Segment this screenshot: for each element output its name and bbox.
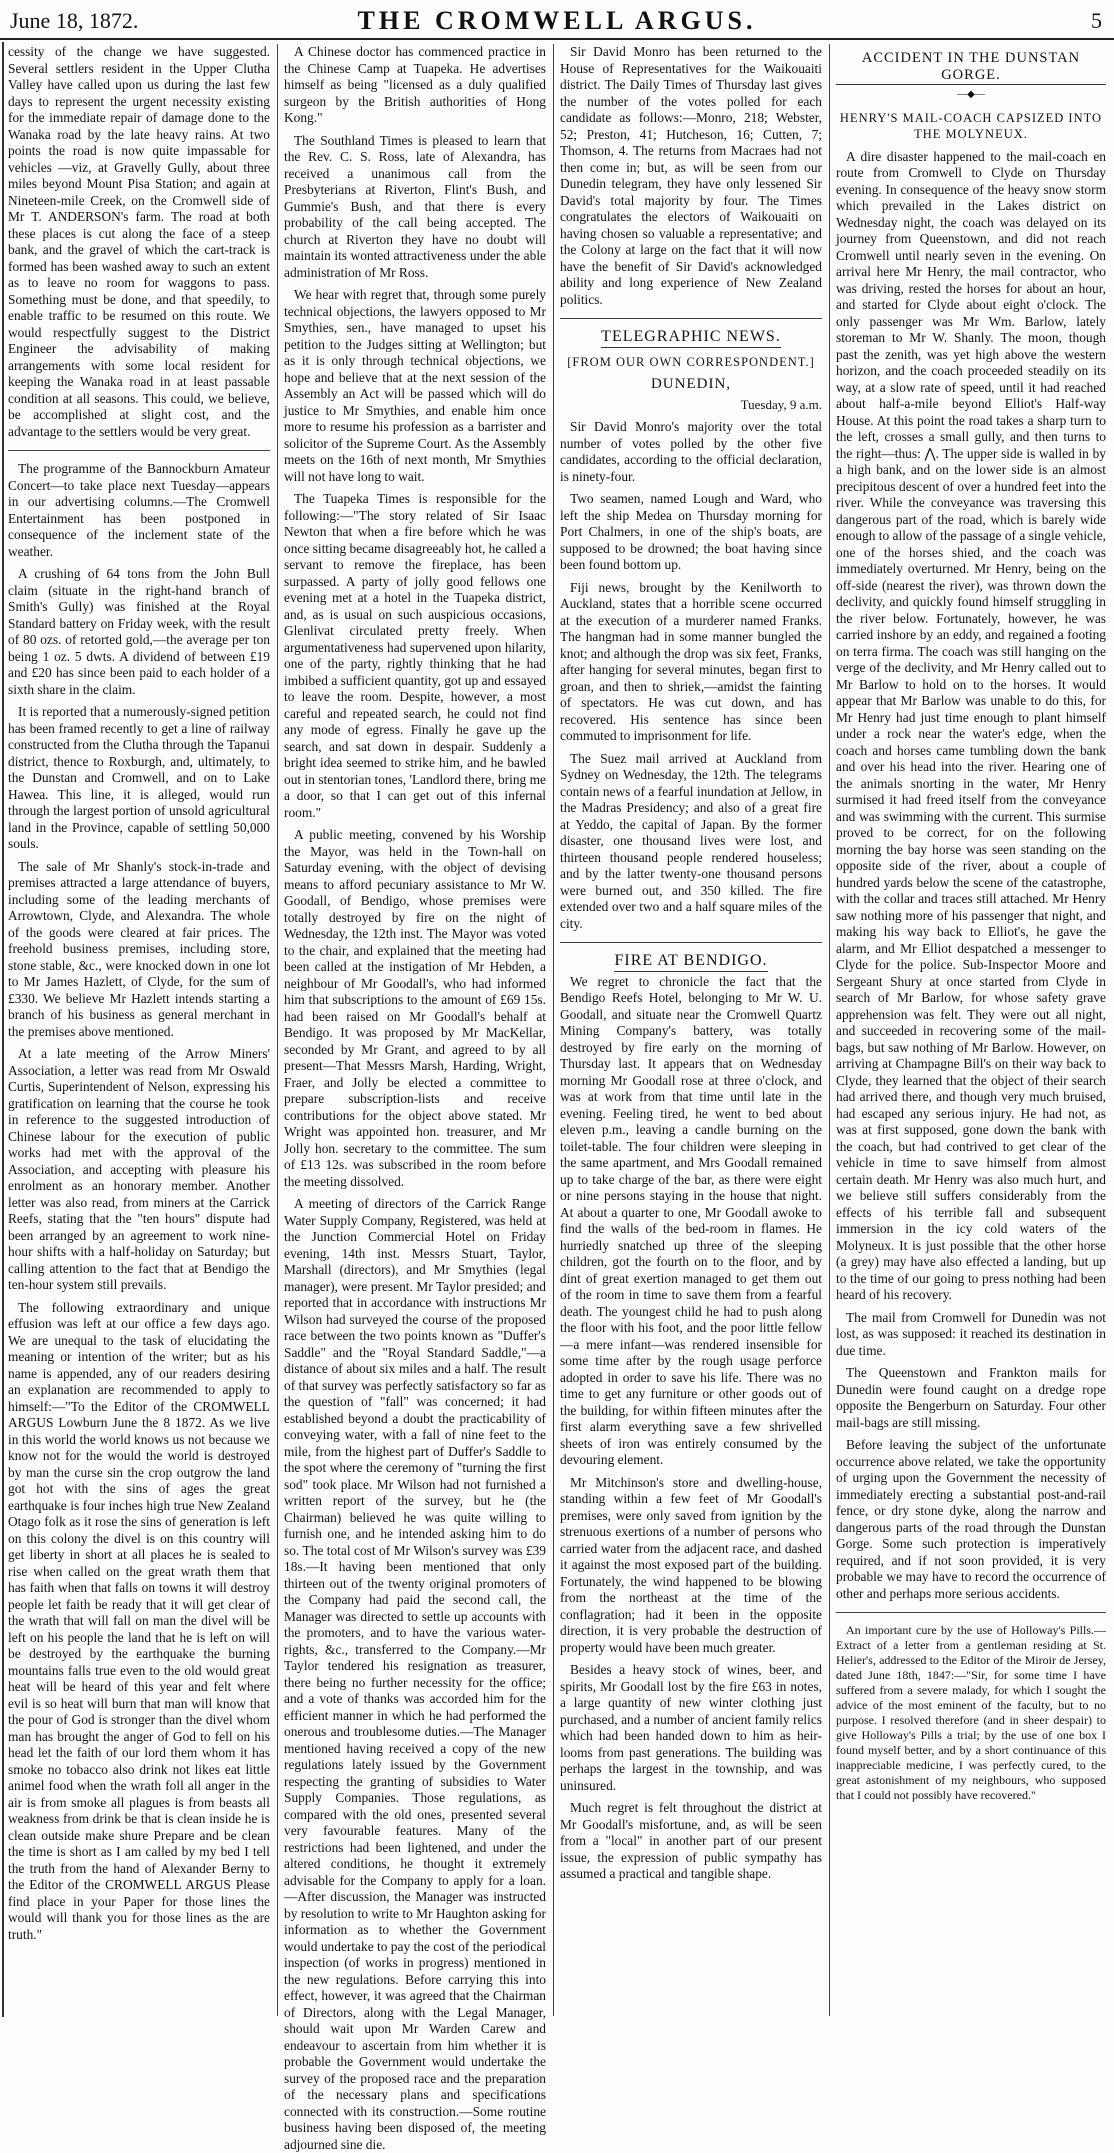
- column-4: [836, 44, 1106, 2016]
- column-2: [284, 44, 546, 2152]
- dunedin-heading: DUNEDIN,: [650, 376, 732, 392]
- fire-article-p2: Mr Mitchinson's store and dwelling-house, standing within a few feet of Mr Goodall's premises, were only saved from ignition by the strenuous exertions of a number of persons who carried water from the adjacent race, and dashed it against the most exposed part of the building. Fortunately, the wind happened to be blowing from the northeast at the time of the conflagration; had it been in the opposite direction, it is very probable the destruction of property would have been much greater.: [560, 1474, 822, 1655]
- section-divider: [560, 318, 822, 319]
- article-bannockburn-concert: The programme of the Bannockburn Amateur Concert—to take place next Tuesday—appears in our advertising columns.—The Cromwell Entertainment has been postponed in consequence of the inclement state of the weather.: [8, 461, 270, 559]
- fire-article-p1: We regret to chronicle the fact that the Bendigo Reefs Hotel, belonging to Mr W. U. Goodall, and situate near the Cromwell Quartz Mining Company's battery, was totally destroyed by fire early on the morning of Thursday last. It appears that on Wednesday morning Mr Goodall rose at three o'clock, and was at work from that time until late in the evening. Feeling tired, he went to bed about eleven p.m., leaving a candle burning on the toilet-table. The four children were sleeping in the same apartment, and Mrs Goodall remained up to take charge of the bar, as there were eight or nine persons staying in the house that night. At about a quarter to one, Mr Goodall awoke to find the walls of the bed-room in flames. He hurriedly snatched up three of the sleeping children, got the fourth on to the floor, and by dint of great exertion managed to get them out of the room in time to save them from a fearful death. The youngest child he had to push along the floor with his foot, and the poor little fellow—a mere infant—was rendered insensible for some time after by the rough usage perforce adopted in order to save his life. There was no time to get any furniture or other goods out of the building, for within fifteen minutes after the first alarm everything save a few shrivelled sheets of iron was entirely consumed by the devouring element.: [560, 973, 822, 1467]
- fire-article-p3: Besides a heavy stock of wines, beer, and spirits, Mr Goodall lost by the fire £63 in notes, a large quantity of new winter clothing just purchased, and a number of ancient family relics which had been handed down to him as heir-looms from past generations. The building was perhaps the largest in the township, and was uninsured.: [560, 1662, 822, 1793]
- column-rule: [829, 44, 830, 2016]
- telegram-seamen-drowned: Two seamen, named Lough and Ward, who left the ship Medea on Thursday morning for Port Chalmers, in one of the ship's boats, are supposed to be drowned; the boat having since been found bottom up.: [560, 491, 822, 572]
- article-arrow-miners: At a late meeting of the Arrow Miners' Association, a letter was read from Mr Oswald Curtis, Superintendent of Nelson, expressing his gratification on learning that the course he took in reference to the suggested introduction of Chinese labour for the execution of public works had met with the approval of the Association, and accepting with pleasure his enrolment as an honorary member. Another letter was also read, from miners at the Carrick Reefs, stating that the "ten hours" dispute had been arranged by an agreement to work nine-hour shifts with a half-holiday on Saturday; but calling attention to the fact that at Bendigo the ten-hour system still prevails.: [8, 1046, 270, 1292]
- article-chinese-doctor: A Chinese doctor has commenced practice in the Chinese Camp at Tuapeka. He advertises himself as being "licensed as a duly qualified surgeon by the British authorities of Hong Kong.": [284, 44, 546, 125]
- telegram-suez-mail: The Suez mail arrived at Auckland from Sydney on Wednesday, the 12th. The telegrams contain news of a fearful inundation at Jellow, in the Madras Presidency; and also of a great fire at Yeddo, the capital of Japan. By the former disaster, one thousand lives were lost, and thirteen thousand people rendered houseless; and by the latter twenty-one thousand persons were burned out, and 350 killed. The fire extended over two and a half square miles of the city.: [560, 750, 822, 931]
- masthead: [0, 0, 1114, 40]
- accident-article-p1: A dire disaster happened to the mail-coach en route from Cromwell to Clyde on Thursday evening. In consequence of the heavy snow storm which prevailed in the Lakes district on Wednesday night, the coach was delayed on its journey from Queenstown, and did not reach Cromwell until nearly seven in the evening. On arrival here Mr Henry, the mail contractor, who was driving, rested the horses for about an hour, and started for Clyde about eight o'clock. The only passenger was Mr Wm. Barlow, lately storeman to Mr W. Shanly. The moon, though past the zenith, was yet high above the western horizon, and the coach proceeded steadily on its way, at a slow rate of speed, until it had reached about half-a-mile beyond Elliot's Half-way House. At this point the road takes a sharp turn to the left, crosses a small gully, and then turns to the right—thus: ⋀. The upper side is walled in by a high bank, and on the lower side is an almost precipitous descent of over a hundred feet into the river. While the conveyance was traversing this dangerous part of the road, which is barely wide enough to allow of the passage of a single vehicle, one of the horses shied, and the coach was immediately overturned. Mr Henry, being on the off-side (nearest the river), was thrown down the declivity, and quickly found himself struggling in the river below. Fortunately, however, he was carried inshore by an eddy, and regained a footing on terra firma. The coach was still hanging on the verge of the declivity, and Mr Henry called out to Mr Barlow to hold on to the horses. It would appear that Mr Barlow was unable to do this, for Mr Henry had just time enough to plant himself under a rock near the water's edge, when the coach and horses came tumbling down the bank and over his head into the river. Hearing one of the animals snorting in the water, Mr Henry surmised it had freed itself from the conveyance and was swimming with the current. This surmise proved to be correct, for on the following morning the bay horse was seen standing on the opposite side of the river, about a couple of hundred yards below the scene of the catastrophe, with the collar and traces still attached. Mr Henry saw nothing more of his passenger that night, and making his way back to Elliot's, he gave the alarm, and Mr Elliot despatched a messenger to Clyde for the police. Sub-Inspector Moore and Sergeant Shury at once started from Clyde in search of Mr Barlow, for whose safety grave apprehension was felt. They were out all night, and succeeded in recovering some of the mail-bags, but saw nothing of Mr Barlow. However, on arriving at Champagne Bill's on their way back to Clyde, they learned that the object of their search had arrived there, and though very much bruised, had escaped any serious injury. He had not, as was at first supposed, gone down the bank with the coach, but had contrived to get clear of the vehicle in time to save himself from almost certain death. Mr Henry was also much hurt, and we believe still suffers considerably from the effects of his terrible fall and subsequent immersion in the icy cold waters of the Molyneux. It is just possible that the other horse (a grey) may have also effected a landing, but up to the time of our going to press nothing had been heard of his recovery.: [836, 148, 1106, 1302]
- accident-subheading: HENRY'S MAIL-COACH CAPSIZED INTO THE MOLYNEUX.: [839, 110, 1103, 141]
- fire-article-p4: Much regret is felt throughout the district at Mr Goodall's misfortune, and, as will be seen from a "local" in another part of our present issue, the expression of public sympathy has assumed a practical and tangible shape.: [560, 1800, 822, 1881]
- article-john-bull-claim: A crushing of 64 tons from the John Bull claim (situate in the right-hand branch of Smith's Gully) was finished at the Royal Standard battery on Friday week, with the result of 80 ozs. of retorted gold,—the average per ton being 1 oz. 5 dwts. A dividend of between £19 and £20 has since been paid to each holder of a sixth share in the claim.: [8, 566, 270, 697]
- accident-article-p3: The Queenstown and Frankton mails for Dunedin were found caught on a dredge rope opposite the Bengerburn on Saturday. Four other mail-bags are still missing.: [836, 1365, 1106, 1430]
- article-monro-election: Sir David Monro has been returned to the House of Representatives for the Waikouaiti district. The Daily Times of Thursday last gives the number of the votes polled for each candidate as follows:—Monro, 218; Webster, 52; Preston, 41; Hutcheson, 16; Cutten, 7; Thomson, 4. The returns from Macraes had not then come in; but, as will be seen from our Dunedin telegram, they have only lessened Sir David's total majority by four. The Times congratulates the electors of Waikouaiti on having chosen so valuable a representative; and the Colony at large on the fact that it will now have the benefit of Sir David's acknowledged ability and long experience of New Zealand politics.: [560, 44, 822, 307]
- article-effusion-letter: The following extraordinary and unique effusion was left at our office a few days ago. We are unequal to the task of elucidating the meaning or intention of the writer; but as his name is appended, any of our readers desiring an explanation are recommended to apply to himself:—"To the Editor of the CROMWELL ARGUS Lowburn June the 8 1872. As we live in this world the world knows us not because we know not for the would the world is destroyed by man the curse sin the crop outgrow the land got hot with the sins of ages the great earthquake is four inches high true New Zealand Otago folk as it rose the sins of generation is left on this colony the divel is on this country will get liberty in short at all places he is sealed to rise when called on the great wrath them that has faith when that falls on towns it will destroy people let faith be ready that it will get clear of the wrath that will fall on man the divel will be left on his people the land that he is left on will be destroyed by the earthquake the burning mountains falls true even to the old would great heat will be heard of this year and felt where evil is so heat will burn that man will know that the pour of God is stronger than the divel whom man has brought the anger of God to fell on his head let the faith of our lord them whom it has smoke no tobacco also drink not likes eat little animel food when the wrath foll all anger in the air is from smoke all plagues is from beasts all weakness from drink be that is clean inside he is clean outside make shure Prepare and be clean the time is short as I am called by my bed I tell the truth from the hand of Alexander Berny to the Editor of the CROMWELL ARGUS Please find place in your Paper for those lines the would will thank you for those lines as the are truth.": [8, 1299, 270, 1942]
- article-rev-ross: The Southland Times is pleased to learn that the Rev. C. S. Ross, late of Alexandra, has received a unanimous call from the Presbyterians at Riverton, Flint's Bush, and Gummie's Bush, and that there is every probability of the call being accepted. The church at Riverton they have no doubt will maintain its wonted attractiveness under the able administration of Mr Ross.: [284, 132, 546, 280]
- telegraphic-news-heading: TELEGRAPHIC NEWS.: [560, 329, 822, 348]
- accident-article-p2: The mail from Cromwell for Dunedin was not lost, as was supposed: it reached its destination in due time.: [836, 1309, 1106, 1358]
- telegram-dateline: Tuesday, 9 a.m.: [740, 396, 822, 412]
- column-1: [8, 44, 270, 2016]
- telegram-monro-majority: Sir David Monro's majority over the total number of votes polled by the other five candidates, according to the official declaration, is ninety-four.: [560, 419, 822, 484]
- correspondent-line: [FROM OUR OWN CORRESPONDENT.]: [567, 354, 815, 369]
- accident-heading: ACCIDENT IN THE DUNSTAN GORGE.: [836, 50, 1106, 85]
- column-rule: [277, 44, 278, 2016]
- article-railway-petition: It is reported that a numerously-signed petition has been framed recently to get a line of railway constructed from the Clutha through the Tapanui district, thence to Roxburgh, and, ultimately, to the Dunstan and Cromwell, and on to Lake Hawea. This line, it is alleged, would run through the largest portion of unsold agricultural land in the Province, capable of settling 50,000 souls.: [8, 704, 270, 851]
- column-rule: [553, 44, 554, 2016]
- page-number: 5: [1091, 8, 1102, 33]
- section-divider: [8, 450, 270, 451]
- fire-bendigo-heading: FIRE AT BENDIGO.: [560, 953, 822, 972]
- telegram-fiji-news: Fiji news, brought by the Kenilworth to Auckland, states that a horrible scene occurred at the execution of a murderer named Franks. The hangman had in some manner bungled the knot; and although the drop was six feet, Franks, after hanging for several minutes, began first to groan, and then to shriek,—amidst the fainting of spectators. He was cut down, and has recovered. His sentence has since been commuted to imprisonment for life.: [560, 579, 822, 743]
- issue-date: June 18, 1872.: [10, 8, 139, 33]
- section-divider: [560, 942, 822, 943]
- newspaper-title: THE CROMWELL ARGUS.: [357, 6, 757, 35]
- article-tuapeka-story: The Tuapeka Times is responsible for the following:—"The story related of Sir Isaac Newton that when a fire before which he was once sitting became disagreeably hot, he called a servant to remove the fireplace, has been surpassed. A party of jolly good fellows one evening met at a hotel in the Tuapeka district, and, as is usual on such auspicious occasions, Glenlivat circulated pretty freely. When argumentativeness had supervened upon hilarity, one of the party, rightly thinking that he had imbibed a sufficient quantity, got up and essayed to leave the room. Despite, however, a most careful and repeated search, he could not find any mode of egress. Finally he gave up the search, and sat down in despair. Suddenly a bright idea seemed to strike him, and he bawled out in stentorian tones, 'Landlord there, bring me a door, so that I can get out of this infernal room.": [284, 491, 546, 820]
- article-smythies: We hear with regret that, through some purely technical objections, the lawyers opposed to Mr Smythies, sen., have managed to upset his petition to the Judges sitting at Wellington; but as it is only through technical objections, we hope and believe that at the next session of the Assembly an Act will be passed which will do justice to Mr Smythies, and enable him once more to resume his profession as a barrister and solicitor of the Supreme Court. As the Assembly meets on the 16th of next month, Mr Smythies will not have long to wait.: [284, 287, 546, 484]
- article-public-meeting: A public meeting, convened by his Worship the Mayor, was held in the Town-hall on Saturday evening, with the object of devising means to afford pecuniary assistance to Mr W. Goodall, of Bendigo, whose premises were totally destroyed by fire on the night of Wednesday, the 12th inst. The Mayor was voted to the chair, and explained that the meeting had been called at the instigation of Mr Hebden, a neighbour of Mr Goodall's, who had informed him that subscriptions to the amount of £69 15s. had been raised on Mr Goodall's behalf at Bendigo. It was proposed by Mr MacKellar, seconded by Mr Grant, and agreed to by all present—That Messrs Marsh, Harding, Wright, Fraer, and Jolly be elected a committee to prepare subscription-lists and receive contributions for the object above stated. Mr Wright was appointed hon. treasurer, and Mr Jolly hon. secretary to the committee. The sum of £13 12s. was subscribed in the room before the meeting dissolved.: [284, 827, 546, 1189]
- accident-article-p4: Before leaving the subject of the unfortunate occurrence above related, we take the opportunity of urging upon the Government the necessity of immediately erecting a substantial post-and-rail fence, or dry stone dyke, along the narrow and dangerous parts of the road through the Dunstan Gorge. Some such protection is imperatively required, and if not soon provided, it is very probable we may have to record the occurrence of other and perhaps more serious accidents.: [836, 1437, 1106, 1601]
- article-shanly-sale: The sale of Mr Shanly's stock-in-trade and premises attracted a large attendance of buyers, including some of the leading merchants of Arrowtown, Clyde, and Alexandra. The whole of the goods were cleared at fair prices. The freehold business premises, including store, stone stable, &c., were knocked down in one lot to Mr James Hazlett, of Clyde, for the sum of £330. We believe Mr Hazlett intends starting a branch of his business as general merchant in the premises above mentioned.: [8, 858, 270, 1039]
- ornament-dash: —◆—: [957, 89, 985, 100]
- left-margin-rule: [2, 42, 4, 2017]
- article-wanaka-road: cessity of the change we have suggested. Several settlers resident in the Upper Clutha Valley have called upon us during the last few days to represent the urgent necessity existing for the immediate repair of damage done to the Wanaka road by the late heavy rains. At two points the road is now quite impassable for vehicles —viz, at Gravelly Gully, about three miles beyond Mount Pisa Station; and again at Nineteen-mile Creek, on the Cromwell side of Mr T. ANDERSON's farm. The road at both these places is cut along the face of a steep bank, and the gravel of which the cart-track is formed has been washed away to such an extent as to leave no room for waggons to pass. Something must be done, and that speedily, to enable traffic to be resumed on this route. We would respectfully suggest to the District Engineer the advisability of making arrangements with some local resident for keeping the Wanaka road in at least passable condition at all seasons. This could, we believe, be accomplished at slight cost, and the advantage to the settlers would be very great.: [8, 44, 270, 439]
- column-3: [560, 44, 822, 2016]
- section-divider: [836, 1612, 1106, 1613]
- holloway-advertisement: An important cure by the use of Holloway's Pills.—Extract of a letter from a gentleman residing at St. Helier's, addressed to the Editor of the Miroir de Jersey, dated June 18th, 1847:—"Sir, for some time I have suffered from a severe malady, for which I sought the advice of the most eminent of the faculty, but to no purpose. I resolved therefore (and in sheer despair) to give Holloway's Pills a trial; by the use of one box I found myself better, and by a short continuance of this inappreciable medicine, I was perfectly cured, to the great astonishment of my neighbours, who supposed that I could not possibly have recovered.": [836, 1623, 1106, 1802]
- article-carrick-water: A meeting of directors of the Carrick Range Water Supply Company, Registered, was held at the Junction Commercial Hotel on Friday evening, 14th inst. Messrs Stuart, Taylor, Marshall (directors), and Mr Smythies (legal manager), were present. Mr Taylor presided; and reported that in accordance with instructions Mr Wilson had surveyed the course of the proposed race between the two points known as "Duffer's Saddle" and the "Royal Standard Saddle,"—a distance of about six miles and a half. The result of that survey was perfectly satisfactory so far as the question of "fall" was concerned; it had established beyond a doubt the practicability of conveying water, with a fall of nine feet to the mile, from the highest part of Duffer's Saddle to the spot where the ceremony of "turning the first sod" took place. Mr Wilson had not furnished a written report of the survey, but he (the Chairman) believed he was quite willing to furnish one, and he intended asking him to do so. The total cost of Mr Wilson's survey was £39 18s.—It having been mentioned that only thirteen out of the twenty original promoters of the Company had paid the second call, the Manager was directed to settle up accounts with the promoters, and to have the various water-rights, &c., transferred to the Company.—Mr Taylor tendered his resignation as treasurer, there being no further necessity for the office; and a vote of thanks was accorded him for the efficient manner in which he had performed the onerous and troublesome duties.—The Manager mentioned having received a copy of the new regulations lately issued by the Government respecting the granting of subsidies to Water Supply Companies. Those regulations, as compared with the old ones, presented several very favourable features. Many of the restrictions had been lightened, and under the altered conditions, he thought it extremely advisable for the Company to apply for a loan.—After discussion, the Manager was instructed by resolution to write to Mr Haughton asking for information as to whether the Government would undertake to pay the cost of the periodical inspection (of works in progress) mentioned in the new regulations. Before carrying this into effect, however, it was agreed that the Chairman of Directors, along with the Legal Manager, should wait upon Mr Warden Carew and endeavour to ascertain from him whether it is probable the Government would undertake the survey of the proposed race and the preparation of the necessary plans and specifications connected with its construction.—Some routine business having been disposed of, the meeting adjourned sine die.: [284, 1196, 546, 2152]
